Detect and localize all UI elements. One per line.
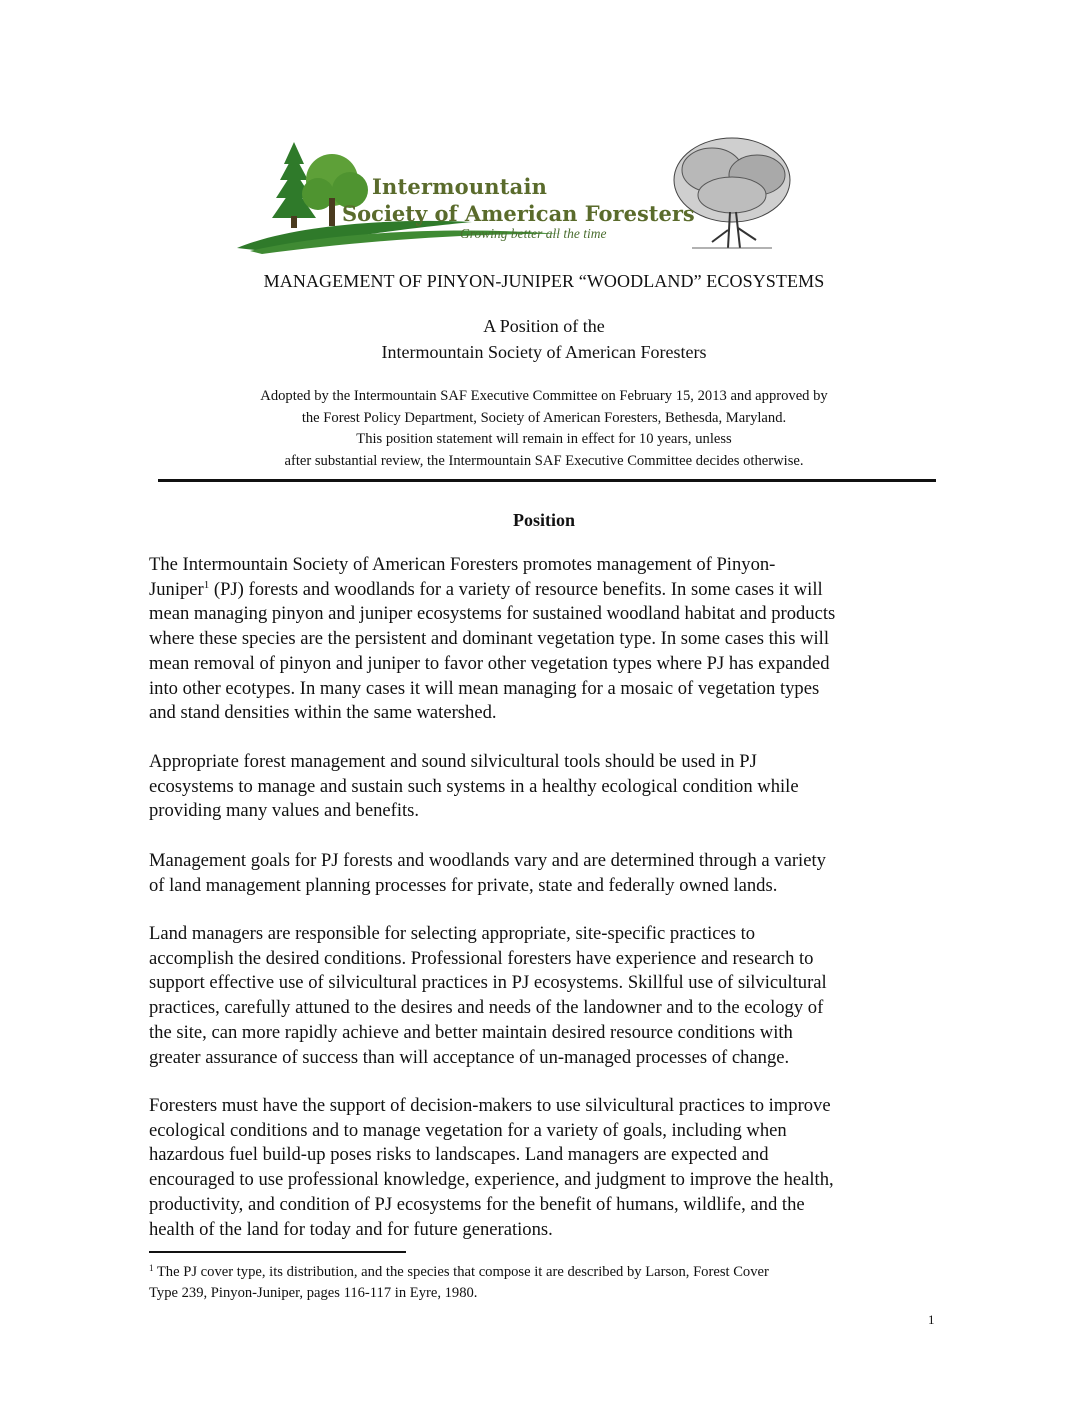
text-line: mean removal of pinyon and juniper to favor other vegetation types where PJ has expanded xyxy=(149,652,830,674)
text-line: health of the land for today and for future generations. xyxy=(149,1218,553,1240)
text-line: greater assurance of success than will acceptance of un-managed processes of change. xyxy=(149,1046,790,1068)
text-line: Land managers are responsible for selecting appropriate, site-specific practices to xyxy=(149,923,756,944)
saf-logo xyxy=(232,130,792,255)
text-line xyxy=(149,578,949,603)
text-line: encouraged to use professional knowledge, experience, and judgment to improve the health, xyxy=(149,1169,834,1191)
footnote-divider xyxy=(149,1251,406,1253)
footnote-ref: 1 xyxy=(203,578,210,591)
section-heading: Position xyxy=(512,510,575,530)
text-span: The PJ cover type, its distribution, and the species that compose it are described by Larson, Forest Cover xyxy=(153,1264,769,1280)
logo-name-line1: Intermountain xyxy=(372,174,548,199)
paragraph-1 xyxy=(149,553,949,726)
text-line: the site, can more rapidly achieve and better maintain desired resource conditions with xyxy=(149,1021,793,1043)
text-line: and stand densities within the same watershed. xyxy=(149,702,497,724)
footnote-line: Type 239, Pinyon-Juniper, pages 116-117 in Eyre, 1980. xyxy=(149,1285,478,1301)
adoption-line: the Forest Policy Department, Society of American Foresters, Bethesda, Maryland. xyxy=(301,409,787,426)
text-line: Appropriate forest management and sound silvicultural tools should be used in PJ xyxy=(149,751,757,772)
adoption-statement xyxy=(0,386,1088,472)
text-line: of land management planning processes for private, state and federally owned lands. xyxy=(149,874,778,896)
text-line: accomplish the desired conditions. Professional foresters have experience and research to xyxy=(149,947,814,969)
text-line: practices, carefully attuned to the desires and needs of the landowner and to the ecology of xyxy=(149,997,824,1019)
text-line: Management goals for PJ forests and woodlands vary and are determined through a variety xyxy=(149,850,826,871)
document-title: MANAGEMENT OF PINYON-JUNIPER “WOODLAND” ECOSYSTEMS xyxy=(263,271,825,291)
footnote-line xyxy=(149,1262,769,1283)
paragraph-3 xyxy=(149,849,949,898)
text-line: where these species are the persistent and dominant vegetation type. In some cases this will xyxy=(149,628,830,650)
adoption-line: This position statement will remain in effect for 10 years, unless xyxy=(356,431,732,447)
text-line: productivity, and condition of PJ ecosystems for the benefit of humans, wildlife, and the xyxy=(149,1193,805,1215)
text-line: ecological conditions and to manage vegetation for a variety of goals, including when xyxy=(149,1119,787,1141)
text-line: The Intermountain Society of American Foresters promotes management of Pinyon- xyxy=(149,554,776,575)
text-span: Juniper xyxy=(149,578,204,600)
text-line: into other ecotypes. In many cases it will mean managing for a mosaic of vegetation types xyxy=(149,677,820,699)
adoption-line: Adopted by the Intermountain SAF Executive Committee on February 15, 2013 and approved by xyxy=(260,388,828,404)
text-line: support effective use of silvicultural practices in PJ ecosystems. Skillful use of silvicultural xyxy=(149,972,827,994)
header-divider xyxy=(158,479,936,482)
logo-text xyxy=(342,174,695,226)
text-line: ecosystems to manage and sustain such systems in a healthy ecological condition while xyxy=(149,775,799,797)
footnote-marker: 1 xyxy=(149,1263,154,1273)
text-line: hazardous fuel build-up poses risks to landscapes. Land managers are expected and xyxy=(149,1144,769,1166)
subtitle-line1: A Position of the xyxy=(483,316,605,336)
paragraph-5 xyxy=(149,1094,949,1242)
text-span: (PJ) forests and woodlands for a variety of resource benefits. In some cases it will xyxy=(209,578,823,600)
footnote xyxy=(149,1262,769,1304)
page-number: 1 xyxy=(928,1312,935,1327)
subtitle-line2: Intermountain Society of American Foresters xyxy=(381,342,707,362)
paragraph-2 xyxy=(149,750,949,824)
logo-name-line2: Society of American Foresters xyxy=(342,201,695,226)
adoption-line: after substantial review, the Intermountain SAF Executive Committee decides otherwise. xyxy=(284,452,804,469)
text-line: mean managing pinyon and juniper ecosystems for sustained woodland habitat and products xyxy=(149,603,836,625)
logo-tagline: Growing better all the time xyxy=(460,226,607,241)
paragraph-4 xyxy=(149,922,949,1070)
text-line: Foresters must have the support of decision-makers to use silvicultural practices to improve xyxy=(149,1095,831,1116)
text-line: providing many values and benefits. xyxy=(149,800,420,822)
